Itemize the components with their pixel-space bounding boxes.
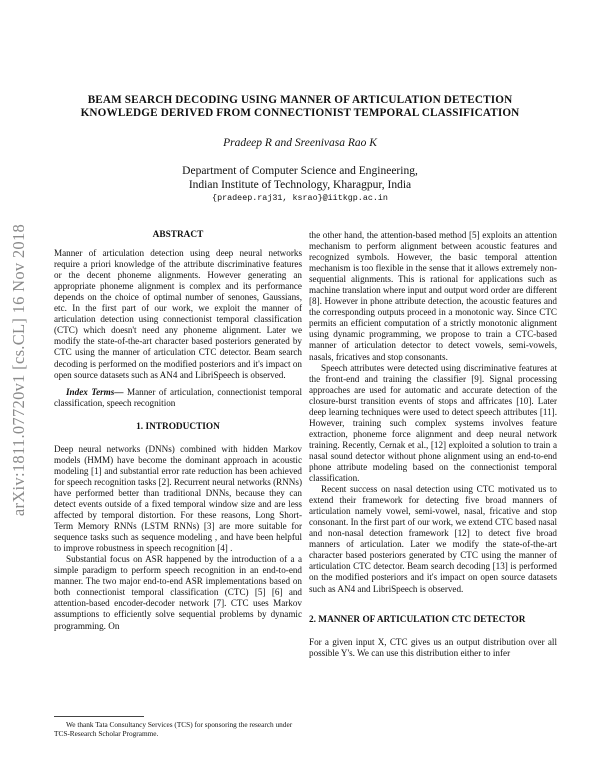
footnote xyxy=(54,716,302,738)
arxiv-identifier xyxy=(4,150,34,590)
right-column xyxy=(309,230,557,659)
abstract-text: Manner of articulation detection using deep neural networks require a priori knowledge of the attribute discriminative features or the decent phoneme alignments. However generating an appropriate phoneme alignment is complex and its performance depends on the choice of optimal number of senones, Gaussians, etc. In the first part of our work, we exploit the manner of articulation detection using connectionist temporal classification (CTC) which doesn't need any phoneme alignment. Later we modify the state-of-the-art character based posteriors generated by CTC using the manner of articulation CTC detector. Beam search decoding is performed on the modified posteriors and it's impact on open source datasets such as AN4 and LibriSpeech is observed. xyxy=(54,248,302,380)
authors: Pradeep R and Sreenivasa Rao K xyxy=(223,137,377,149)
index-terms xyxy=(54,387,302,409)
affiliation-line-2: Indian Institute of Technology, Kharagpur, India xyxy=(188,179,412,191)
section-2-heading: 2. MANNER OF ARTICULATION CTC DETECTOR xyxy=(309,614,526,625)
footnote-rule xyxy=(54,716,144,717)
email-addresses: {pradeep.raj31, ksrao}@iitkgp.ac.in xyxy=(212,193,388,203)
right-paragraph-2: Speech attributes were detected using discriminative features at the front-end and training the classifier [9]. Signal processing approaches are used for automatic and accurate detection of the closure-burst transition events of stops and affricates [10]. Later deep learning techniques were used to detect speech attributes [11]. However, training such complex systems involves feature extraction, phoneme force alignment and deep neural network training. Recently, Cernak et al., [12] exploited a solution to train a nasal sound detector without phone alignment using an end-to-end phone attribute modeling based on the connectionist temporal classification. xyxy=(309,362,557,484)
left-column xyxy=(54,230,302,632)
paper-title xyxy=(50,94,550,120)
title-line-2: KNOWLEDGE DERIVED FROM CONNECTIONIST TEMPORAL CLASSIFICATION xyxy=(80,107,520,119)
section-1-heading: 1. INTRODUCTION xyxy=(136,421,220,432)
footnote-text: We thank Tata Consultancy Services (TCS) for sponsoring the research under TCS-Research Scholar Programme. xyxy=(54,720,293,738)
intro-paragraph-1: Deep neural networks (DNNs) combined with hidden Markov models (HMM) have become the dominant approach in acoustic modeling [1] and substantial error rate reduction has been achieved for speech recognition tasks [2]. Recurrent neural networks (RNNs) have performed better than traditional DNNs, because they can detect events outside of a fixed temporal window size and are less affected by temporal distortion. For these reasons, Long Short-Term Memory RNNs (LSTM RNNs) [3] are more suitable for sequence tasks such as sequence modeling , and have been helpful to improve robustness in speech recognition [4] . xyxy=(54,443,302,554)
section-2-paragraph-1: For a given input X, CTC gives us an output distribution over all possible Y's. We can use this distribution either to infer xyxy=(309,636,557,658)
index-terms-text: Manner of articulation, connectionist temporal classification, speech recognition xyxy=(54,386,302,408)
arxiv-id-text: arXiv:1811.07720v1 [cs.CL] 16 Nov 2018 xyxy=(9,223,28,517)
index-terms-label: Index Terms— xyxy=(66,386,124,397)
intro-paragraph-2: Substantial focus on ASR happened by the introduction of a a simple paradigm to perform speech recognition in an end-to-end manner. The two major end-to-end ASR implementations based on both connectionist temporal classification (CTC) [5] [6] and attention-based encoder-decoder network [7]. CTC uses Markov assumptions to efficiently solve sequential problems by dynamic programming. On xyxy=(54,554,302,631)
right-paragraph-1: the other hand, the attention-based method [5] exploits an attention mechanism to perform alignment between acoustic features and recognized symbols. However, the basic temporal attention mechanism is too flexible in the sense that it allows extremely non-sequential alignments. This is rational for applications such as machine translation where input and output word order are different [8]. However in phone attribute detection, the acoustic features and the corresponding outputs proceed in a monotonic way. Since CTC permits an efficient computation of a strictly monotonic alignment using dynamic programming, we propose to train a CTC-based manner of articulation detector to detect vowels, semi-vowels, nasals, fricatives and stop consonants. xyxy=(309,230,557,362)
affiliation-line-1: Department of Computer Science and Engineering, xyxy=(182,165,418,177)
affiliation xyxy=(0,164,600,192)
right-paragraph-3: Recent success on nasal detection using CTC motivated us to extend their framework for detecting five broad manners of articulation namely vowel, semi-vowel, nasal, fricative and stop consonant. In the first part of our work, we extend CTC based nasal and non-nasal detection framework [12] to detect five broad manners of articulation. Later we modify the state-of-the-art character based posteriors generated by CTC using the manner of articulation CTC detector. Beam search decoding [13] is performed on the modified posteriors and it's impact on open source datasets such as AN4 and LibriSpeech is observed. xyxy=(309,484,557,594)
title-line-1: BEAM SEARCH DECODING USING MANNER OF ARTICULATION DETECTION xyxy=(87,94,513,106)
abstract-heading: ABSTRACT xyxy=(152,230,204,240)
